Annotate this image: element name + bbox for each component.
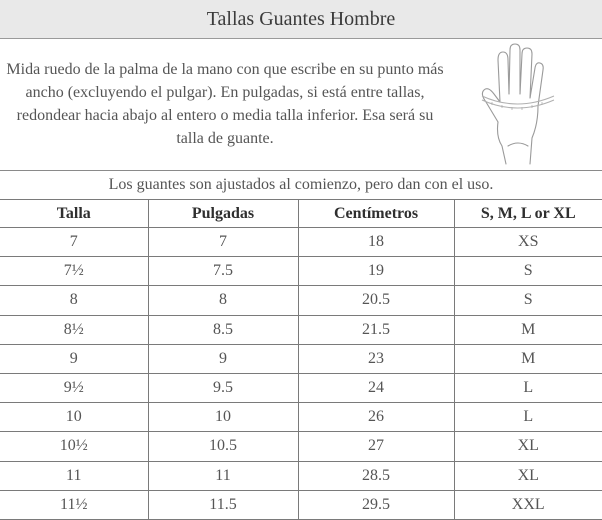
cell-centimetros: 26 bbox=[298, 403, 454, 432]
instructions bbox=[0, 39, 450, 169]
table-row bbox=[0, 490, 602, 519]
table-row bbox=[0, 286, 602, 315]
cell-letter-size: XL bbox=[454, 432, 602, 461]
size-table-header-row bbox=[0, 200, 602, 228]
cell-talla: 7½ bbox=[0, 257, 148, 286]
cell-talla: 9 bbox=[0, 344, 148, 373]
cell-pulgadas: 8 bbox=[148, 286, 298, 315]
cell-letter-size: XXL bbox=[454, 490, 602, 519]
header-pulgadas: Pulgadas bbox=[148, 200, 298, 228]
cell-talla: 11½ bbox=[0, 490, 148, 519]
cell-letter-size: L bbox=[454, 403, 602, 432]
cell-letter-size: M bbox=[454, 315, 602, 344]
cell-pulgadas: 9 bbox=[148, 344, 298, 373]
cell-talla: 10 bbox=[0, 403, 148, 432]
fit-note: Los guantes son ajustados al comienzo, pero dan con el uso. bbox=[108, 176, 494, 193]
instructions-text: Mida ruedo de la palma de la mano con que escribe en su punto más ancho (excluyendo el pulgar). En pulgadas, si está entre tallas, redondear hacia abajo al entero o media talla inferior. Esa será su talla de guante. bbox=[6, 61, 444, 147]
table-row bbox=[0, 432, 602, 461]
cell-pulgadas: 8.5 bbox=[148, 315, 298, 344]
cell-talla: 11 bbox=[0, 461, 148, 490]
cell-pulgadas: 10.5 bbox=[148, 432, 298, 461]
size-table bbox=[0, 199, 602, 520]
cell-pulgadas: 11.5 bbox=[148, 490, 298, 519]
cell-pulgadas: 11 bbox=[148, 461, 298, 490]
cell-centimetros: 21.5 bbox=[298, 315, 454, 344]
table-row bbox=[0, 403, 602, 432]
header-centimetros: Centímetros bbox=[298, 200, 454, 228]
section-divider bbox=[0, 170, 602, 171]
cell-letter-size: S bbox=[454, 286, 602, 315]
cell-letter-size: L bbox=[454, 373, 602, 402]
page-title: Tallas Guantes Hombre bbox=[0, 0, 602, 39]
cell-centimetros: 27 bbox=[298, 432, 454, 461]
cell-centimetros: 28.5 bbox=[298, 461, 454, 490]
cell-letter-size: XL bbox=[454, 461, 602, 490]
cell-pulgadas: 10 bbox=[148, 403, 298, 432]
cell-centimetros: 20.5 bbox=[298, 286, 454, 315]
table-row bbox=[0, 315, 602, 344]
cell-letter-size: S bbox=[454, 257, 602, 286]
cell-pulgadas: 7 bbox=[148, 228, 298, 257]
cell-talla: 9½ bbox=[0, 373, 148, 402]
header-letter-size: S, M, L or XL bbox=[454, 200, 602, 228]
header-talla: Talla bbox=[0, 200, 148, 228]
cell-centimetros: 19 bbox=[298, 257, 454, 286]
cell-pulgadas: 7.5 bbox=[148, 257, 298, 286]
cell-talla: 10½ bbox=[0, 432, 148, 461]
table-row bbox=[0, 228, 602, 257]
cell-centimetros: 29.5 bbox=[298, 490, 454, 519]
cell-talla: 7 bbox=[0, 228, 148, 257]
cell-letter-size: M bbox=[454, 344, 602, 373]
cell-centimetros: 23 bbox=[298, 344, 454, 373]
cell-talla: 8 bbox=[0, 286, 148, 315]
table-row bbox=[0, 344, 602, 373]
cell-centimetros: 18 bbox=[298, 228, 454, 257]
cell-letter-size: XS bbox=[454, 228, 602, 257]
cell-talla: 8½ bbox=[0, 315, 148, 344]
table-row bbox=[0, 373, 602, 402]
table-row bbox=[0, 257, 602, 286]
table-row bbox=[0, 461, 602, 490]
cell-centimetros: 24 bbox=[298, 373, 454, 402]
cell-pulgadas: 9.5 bbox=[148, 373, 298, 402]
hand-measure-icon bbox=[462, 42, 572, 167]
